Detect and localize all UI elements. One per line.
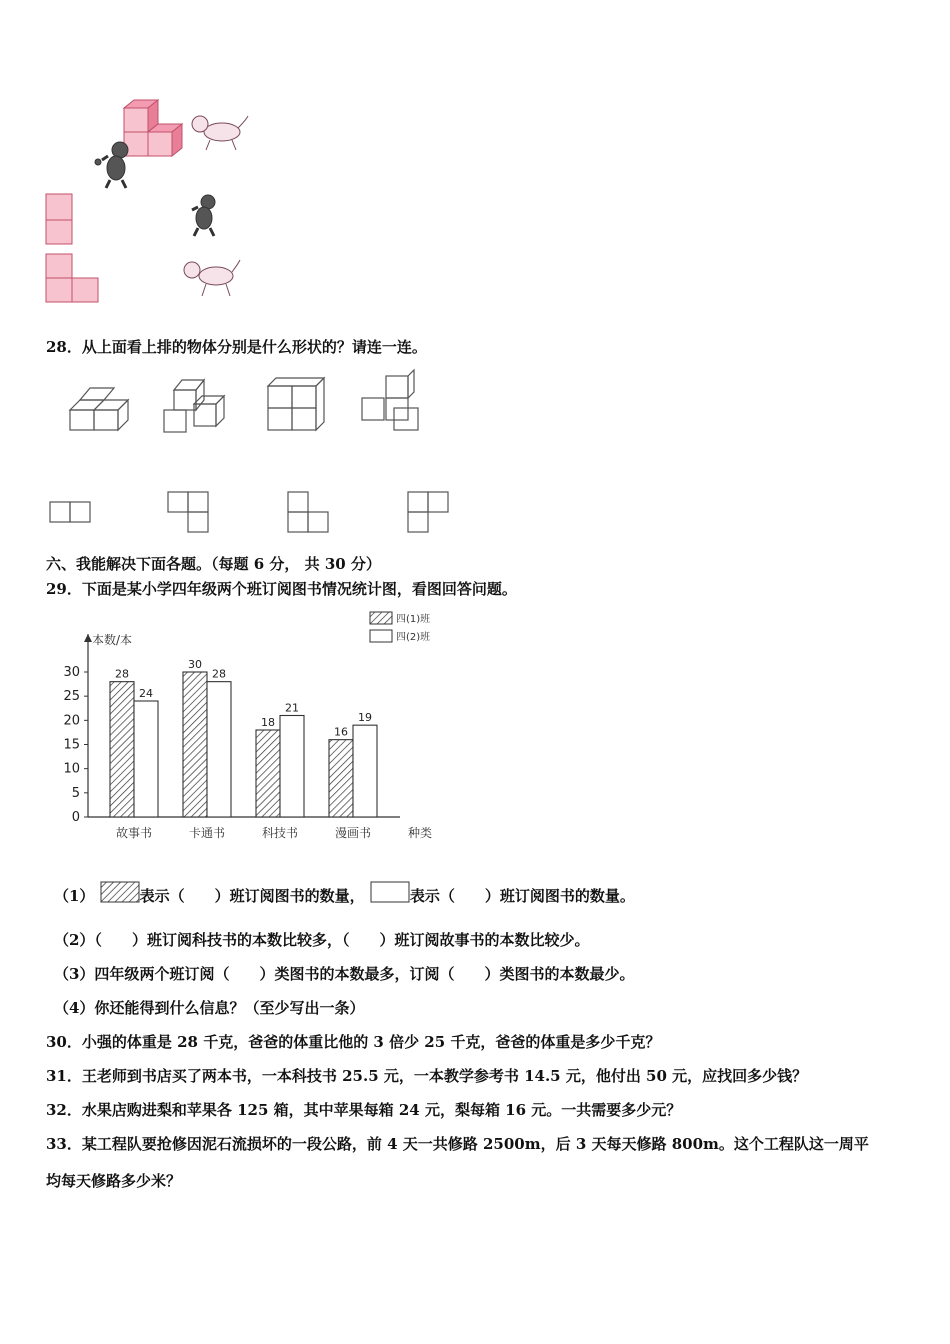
question-29: 29．下面是某小学四年级两个班订阅图书情况统计图，看图回答问题。 [46,580,517,598]
legend-label: 四(1)班 [396,614,431,625]
x-tick-label: 漫画书 [334,826,372,840]
bar-value-label: 28 [115,667,129,681]
bar-class2 [207,682,231,817]
q29-sub1-text-a: 表示（ ）班订阅图书的数量， [139,887,365,905]
q29-sub1 [54,881,635,906]
dog-icon [184,260,240,296]
solid-3 [268,378,324,430]
question-32: 32．水果店购进梨和苹果各 125 箱，其中苹果每箱 24 元，梨每箱 16 元。一共需要多少元？ [46,1101,682,1119]
pink-cube-stack [124,100,182,156]
y-axis-label: 本数/本 [92,633,133,647]
y-tick-label: 5 [71,785,80,801]
solid-1 [70,388,128,430]
y-tick-label: 10 [63,761,80,777]
view-illustration [40,90,260,310]
q29-sub3: （3）四年级两个班订阅（ ）类图书的本数最多，订阅（ ）类图书的本数最少。 [54,965,635,983]
bar-class1 [110,682,134,817]
bar-class2 [280,716,304,818]
bar-value-label: 28 [212,667,226,681]
y-tick-label: 15 [63,737,80,753]
y-tick-label: 20 [63,713,80,729]
blank-legend-icon [370,881,410,903]
bar-value-label: 16 [334,725,348,739]
q29-sub2: （2）（ ）班订阅科技书的本数比较多，（ ）班订阅故事书的本数比较少。 [54,931,590,949]
question-33-line2: 均每天修路多少米？ [46,1172,182,1190]
x-tick-label: 科技书 [261,826,299,840]
question-31: 31．王老师到书店买了两本书，一本科技书 25.5 元，一本教学参考书 14.5 元，他付出 50 元，应找回多少钱？ [46,1067,808,1085]
x-tick-label: 故事书 [115,826,153,840]
bar-class1 [256,730,280,817]
top-view-d [408,492,448,532]
solid-4 [362,370,418,430]
bar-class1 [329,740,353,817]
legend-swatch [370,612,392,624]
y-axis-arrow [84,634,92,642]
q28-figures [46,368,466,548]
x-tick-label: 卡通书 [188,826,226,840]
bar-value-label: 19 [358,711,372,725]
question-28: 28．从上面看上排的物体分别是什么形状的？请连一连。 [46,338,427,356]
y-tick-label: 30 [63,665,80,680]
bar-value-label: 24 [139,687,153,700]
bar-value-label: 18 [261,716,275,729]
bar-class2 [134,701,158,817]
legend-label: 四(2)班 [396,632,431,643]
bar-class1 [183,672,207,817]
top-view-b [168,492,208,532]
bar-value-label: 30 [188,658,202,671]
legend-swatch [370,630,392,642]
bar-chart [50,604,470,850]
x-axis-label: 种类 [408,826,433,840]
solid-2 [164,380,224,432]
q29-sub4: （4）你还能得到什么信息？（至少写出一条） [54,999,365,1017]
front-view-two-squares [46,194,72,244]
monkey-icon [192,195,215,236]
question-33-line1: 33．某工程队要抢修因泥石流损坏的一段公路，前 4 天一共修路 2500m，后 3 天每天修路 800m。这个工程队这一周平 [46,1135,869,1153]
q29-sub1-number: （1） [54,887,95,905]
question-30: 30．小强的体重是 28 千克，爸爸的体重比他的 3 倍少 25 千克，爸爸的体重是多少千克？ [46,1033,661,1051]
q29-sub1-text-b: 表示（ ）班订阅图书的数量。 [409,887,635,905]
monkey-icon [95,142,128,188]
bar-class2 [353,725,377,817]
y-tick-label: 25 [63,689,80,705]
hatched-legend-icon [100,881,140,903]
dog-icon [192,116,248,150]
top-view-a [50,502,90,522]
l-shape-view [46,254,98,302]
bar-value-label: 21 [285,701,299,715]
section-6-heading: 六、我能解决下面各题。（每题 6 分， 共 30 分） [46,555,381,573]
y-tick-label: 0 [71,810,80,825]
top-view-c [288,492,328,532]
